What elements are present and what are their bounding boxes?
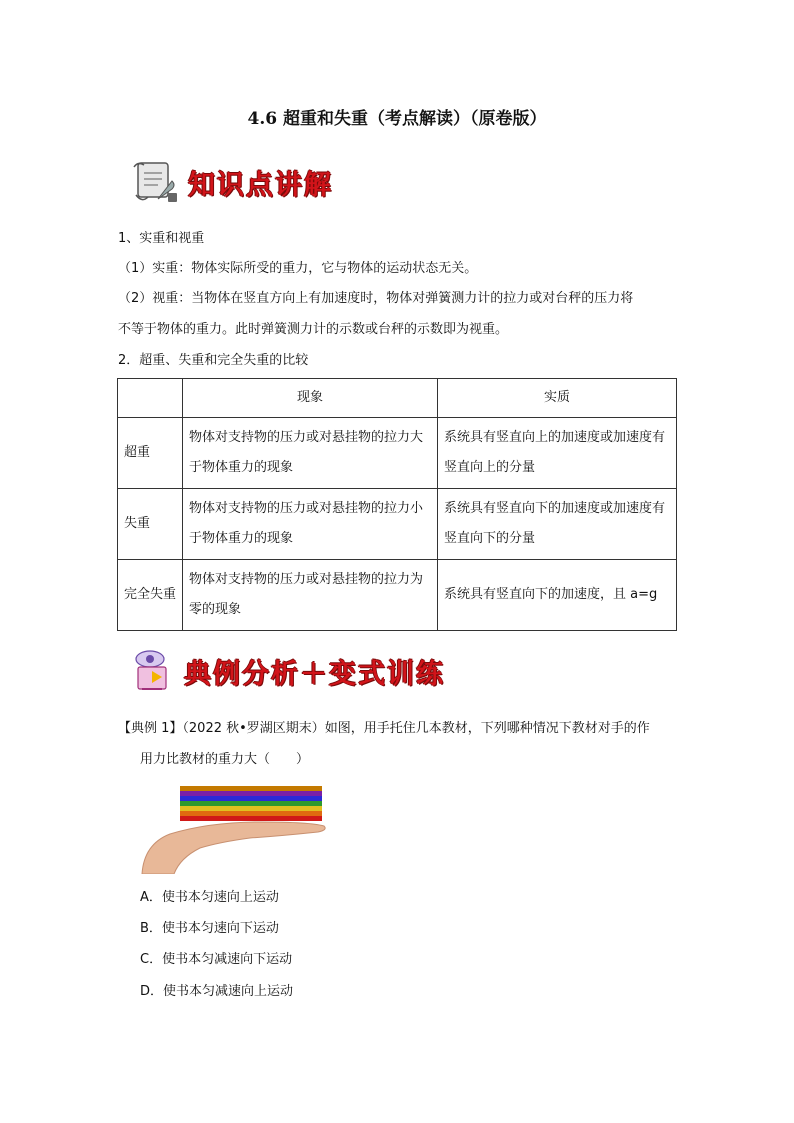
table-cell: 物体对支持物的压力或对悬挂物的拉力小于物体重力的现象 [183,489,438,560]
book [180,801,322,806]
banner-title: 知识点讲解 [188,169,333,201]
hand-holding-books-image [140,782,330,874]
table-cell: 完全失重 [118,560,183,631]
table-header-cell [118,379,183,418]
scroll-quill-icon [128,159,180,205]
section-heading: 2．超重、失重和完全失重的比较 [118,353,309,368]
knowledge-banner [128,156,333,208]
option-d: D．使书本匀减速向上运动 [140,984,294,999]
example-banner [128,645,445,697]
table-cell: 超重 [118,418,183,489]
book [180,791,322,796]
option-c: C．使书本匀减速向下运动 [140,952,293,967]
book [180,811,322,816]
paragraph: （2）视重：当物体在竖直方向上有加速度时，物体对弹簧测力计的拉力或对台秤的压力将 [118,291,634,306]
book [180,796,322,801]
table-header-row [118,379,677,418]
chart-board-icon [128,647,176,695]
option-a: A．使书本匀速向上运动 [140,890,279,905]
table-row [118,489,677,560]
table-cell: 系统具有竖直向下的加速度或加速度有竖直向下的分量 [438,489,677,560]
table-header-cell: 实质 [438,379,677,418]
table-row [118,560,677,631]
option-b: B．使书本匀速向下运动 [140,921,279,936]
table-cell: 失重 [118,489,183,560]
book [180,816,322,821]
table-cell: 物体对支持物的压力或对悬挂物的拉力为零的现象 [183,560,438,631]
table-cell: 物体对支持物的压力或对悬挂物的拉力大于物体重力的现象 [183,418,438,489]
question-stem: 用力比教材的重力大（ ） [140,752,310,767]
table-header-cell: 现象 [183,379,438,418]
comparison-table [117,378,677,631]
paragraph: （1）实重：物体实际所受的重力，它与物体的运动状态无关。 [118,261,478,276]
table-cell: 系统具有竖直向上的加速度或加速度有竖直向上的分量 [438,418,677,489]
book [180,786,322,791]
banner-title: 典例分析＋变式训练 [184,658,445,690]
book [180,806,322,811]
document-title: 4.6 超重和失重（考点解读）（原卷版） [247,109,547,129]
table-row [118,418,677,489]
paragraph: 不等于物体的重力。此时弹簧测力计的示数或台秤的示数即为视重。 [118,322,509,337]
hand [142,822,325,874]
question-stem: 【典例 1】（2022 秋•罗湖区期末）如图，用手托住几本教材，下列哪种情况下教材对手的作 [118,721,650,736]
section-heading: 1、实重和视重 [118,231,205,246]
table-cell: 系统具有竖直向下的加速度，且 a=g [438,560,677,631]
